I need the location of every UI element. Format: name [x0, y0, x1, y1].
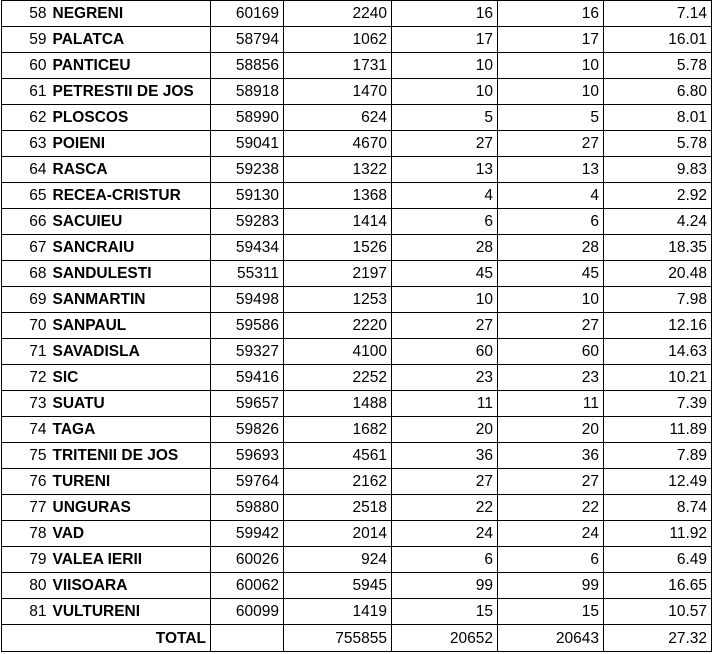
value-col1: 1253 [284, 287, 392, 313]
value-col3: 16 [498, 1, 604, 27]
percentage: 6.80 [604, 79, 712, 105]
table-row [2, 27, 712, 53]
table-row [2, 105, 712, 131]
value-col3: 10 [498, 79, 604, 105]
locality-code: 59586 [211, 313, 284, 339]
value-col3: 17 [498, 27, 604, 53]
value-col2: 10 [392, 79, 498, 105]
value-col1: 1062 [284, 27, 392, 53]
value-col1: 2220 [284, 313, 392, 339]
percentage: 11.89 [604, 417, 712, 443]
locality-name: TURENI [50, 469, 211, 495]
value-col1: 2162 [284, 469, 392, 495]
table-row [2, 131, 712, 157]
value-col2: 13 [392, 157, 498, 183]
value-col3: 11 [498, 391, 604, 417]
value-col3: 13 [498, 157, 604, 183]
table-row [2, 495, 712, 521]
table-body [2, 1, 712, 625]
value-col1: 2197 [284, 261, 392, 287]
locality-name: PALATCA [50, 27, 211, 53]
row-number: 63 [2, 131, 50, 157]
percentage: 18.35 [604, 235, 712, 261]
value-col3: 22 [498, 495, 604, 521]
table-row [2, 443, 712, 469]
locality-code: 59283 [211, 209, 284, 235]
value-col3: 20 [498, 417, 604, 443]
value-col1: 2240 [284, 1, 392, 27]
locality-code: 59416 [211, 365, 284, 391]
row-number: 69 [2, 287, 50, 313]
percentage: 7.14 [604, 1, 712, 27]
row-number: 70 [2, 313, 50, 339]
value-col1: 4561 [284, 443, 392, 469]
percentage: 11.92 [604, 521, 712, 547]
value-col3: 23 [498, 365, 604, 391]
locality-name: SAVADISLA [50, 339, 211, 365]
value-col2: 27 [392, 469, 498, 495]
locality-code: 59434 [211, 235, 284, 261]
value-col1: 1368 [284, 183, 392, 209]
value-col1: 1488 [284, 391, 392, 417]
value-col1: 1322 [284, 157, 392, 183]
locality-name: SUATU [50, 391, 211, 417]
value-col2: 15 [392, 599, 498, 625]
value-col1: 2014 [284, 521, 392, 547]
locality-name: SIC [50, 365, 211, 391]
percentage: 20.48 [604, 261, 712, 287]
locality-code: 59238 [211, 157, 284, 183]
value-col2: 22 [392, 495, 498, 521]
value-col1: 1414 [284, 209, 392, 235]
value-col3: 27 [498, 313, 604, 339]
row-number: 81 [2, 599, 50, 625]
locality-name: RASCA [50, 157, 211, 183]
row-number: 78 [2, 521, 50, 547]
locality-name: VIISOARA [50, 573, 211, 599]
value-col2: 28 [392, 235, 498, 261]
value-col1: 2518 [284, 495, 392, 521]
locality-name: TAGA [50, 417, 211, 443]
row-number: 64 [2, 157, 50, 183]
value-col1: 624 [284, 105, 392, 131]
value-col2: 5 [392, 105, 498, 131]
value-col2: 20 [392, 417, 498, 443]
locality-code: 59942 [211, 521, 284, 547]
row-number: 68 [2, 261, 50, 287]
percentage: 6.49 [604, 547, 712, 573]
value-col3: 28 [498, 235, 604, 261]
value-col2: 16 [392, 1, 498, 27]
value-col1: 2252 [284, 365, 392, 391]
locality-name: SANDULESTI [50, 261, 211, 287]
value-col3: 99 [498, 573, 604, 599]
value-col1: 1682 [284, 417, 392, 443]
percentage: 8.01 [604, 105, 712, 131]
table-row [2, 79, 712, 105]
table-row [2, 339, 712, 365]
total-row [2, 625, 712, 652]
table-row [2, 599, 712, 625]
row-number: 71 [2, 339, 50, 365]
locality-name: SANPAUL [50, 313, 211, 339]
row-number: 80 [2, 573, 50, 599]
percentage: 16.01 [604, 27, 712, 53]
table-row [2, 209, 712, 235]
table-row [2, 287, 712, 313]
value-col1: 1419 [284, 599, 392, 625]
table-row [2, 235, 712, 261]
percentage: 7.89 [604, 443, 712, 469]
value-col3: 27 [498, 131, 604, 157]
value-col2: 23 [392, 365, 498, 391]
locality-code: 59327 [211, 339, 284, 365]
locality-name: NEGRENI [50, 1, 211, 27]
locality-name: VAD [50, 521, 211, 547]
row-number: 77 [2, 495, 50, 521]
row-number: 75 [2, 443, 50, 469]
value-col1: 4670 [284, 131, 392, 157]
table-row [2, 573, 712, 599]
table-row [2, 391, 712, 417]
locality-name: SACUIEU [50, 209, 211, 235]
locality-name: RECEA-CRISTUR [50, 183, 211, 209]
locality-code: 59498 [211, 287, 284, 313]
row-number: 73 [2, 391, 50, 417]
value-col2: 99 [392, 573, 498, 599]
locality-name: VULTURENI [50, 599, 211, 625]
row-number: 72 [2, 365, 50, 391]
table-row [2, 365, 712, 391]
value-col3: 60 [498, 339, 604, 365]
percentage: 16.65 [604, 573, 712, 599]
row-number: 66 [2, 209, 50, 235]
locality-name: SANMARTIN [50, 287, 211, 313]
percentage: 2.92 [604, 183, 712, 209]
locality-name: UNGURAS [50, 495, 211, 521]
value-col2: 17 [392, 27, 498, 53]
row-number: 79 [2, 547, 50, 573]
table-row [2, 417, 712, 443]
table-row [2, 261, 712, 287]
total-col3: 20643 [498, 625, 604, 652]
percentage: 5.78 [604, 53, 712, 79]
value-col3: 15 [498, 599, 604, 625]
value-col1: 924 [284, 547, 392, 573]
value-col2: 11 [392, 391, 498, 417]
value-col2: 36 [392, 443, 498, 469]
value-col2: 6 [392, 209, 498, 235]
row-number: 62 [2, 105, 50, 131]
locality-code: 60062 [211, 573, 284, 599]
value-col1: 5945 [284, 573, 392, 599]
locality-name: PANTICEU [50, 53, 211, 79]
total-code-cell [211, 625, 284, 652]
value-col1: 4100 [284, 339, 392, 365]
value-col3: 5 [498, 105, 604, 131]
row-number: 74 [2, 417, 50, 443]
percentage: 10.57 [604, 599, 712, 625]
value-col3: 24 [498, 521, 604, 547]
locality-name: VALEA IERII [50, 547, 211, 573]
locality-code: 60169 [211, 1, 284, 27]
percentage: 7.98 [604, 287, 712, 313]
value-col3: 36 [498, 443, 604, 469]
value-col2: 6 [392, 547, 498, 573]
row-number: 59 [2, 27, 50, 53]
table-row [2, 157, 712, 183]
percentage: 5.78 [604, 131, 712, 157]
row-number: 58 [2, 1, 50, 27]
table-row [2, 313, 712, 339]
percentage: 14.63 [604, 339, 712, 365]
locality-code: 58990 [211, 105, 284, 131]
table-row [2, 1, 712, 27]
value-col2: 24 [392, 521, 498, 547]
table-row [2, 53, 712, 79]
row-number: 60 [2, 53, 50, 79]
total-pct: 27.32 [604, 625, 712, 652]
value-col3: 6 [498, 547, 604, 573]
value-col2: 4 [392, 183, 498, 209]
locality-code: 59826 [211, 417, 284, 443]
table-row [2, 521, 712, 547]
value-col2: 27 [392, 313, 498, 339]
row-number: 67 [2, 235, 50, 261]
locality-name: PETRESTII DE JOS [50, 79, 211, 105]
row-number: 65 [2, 183, 50, 209]
locality-code: 60026 [211, 547, 284, 573]
locality-code: 59130 [211, 183, 284, 209]
locality-code: 59657 [211, 391, 284, 417]
percentage: 9.83 [604, 157, 712, 183]
value-col3: 10 [498, 287, 604, 313]
row-number: 61 [2, 79, 50, 105]
value-col3: 4 [498, 183, 604, 209]
locality-code: 59041 [211, 131, 284, 157]
locality-code: 59880 [211, 495, 284, 521]
total-label: TOTAL [50, 625, 211, 652]
percentage: 12.16 [604, 313, 712, 339]
value-col3: 45 [498, 261, 604, 287]
total-blank-cell [2, 625, 50, 652]
locality-code: 59764 [211, 469, 284, 495]
data-table [1, 0, 712, 652]
table-row [2, 469, 712, 495]
row-number: 76 [2, 469, 50, 495]
percentage: 4.24 [604, 209, 712, 235]
locality-name: PLOSCOS [50, 105, 211, 131]
percentage: 8.74 [604, 495, 712, 521]
locality-code: 58794 [211, 27, 284, 53]
value-col1: 1731 [284, 53, 392, 79]
percentage: 12.49 [604, 469, 712, 495]
value-col2: 60 [392, 339, 498, 365]
locality-code: 58918 [211, 79, 284, 105]
locality-code: 60099 [211, 599, 284, 625]
locality-name: POIENI [50, 131, 211, 157]
value-col2: 45 [392, 261, 498, 287]
value-col2: 10 [392, 287, 498, 313]
total-col1: 755855 [284, 625, 392, 652]
value-col3: 10 [498, 53, 604, 79]
value-col2: 10 [392, 53, 498, 79]
percentage: 10.21 [604, 365, 712, 391]
locality-code: 59693 [211, 443, 284, 469]
total-col2: 20652 [392, 625, 498, 652]
table-row [2, 183, 712, 209]
value-col1: 1470 [284, 79, 392, 105]
value-col3: 27 [498, 469, 604, 495]
locality-code: 58856 [211, 53, 284, 79]
percentage: 7.39 [604, 391, 712, 417]
locality-code: 55311 [211, 261, 284, 287]
value-col3: 6 [498, 209, 604, 235]
locality-name: TRITENII DE JOS [50, 443, 211, 469]
value-col2: 27 [392, 131, 498, 157]
table-row [2, 547, 712, 573]
value-col1: 1526 [284, 235, 392, 261]
locality-name: SANCRAIU [50, 235, 211, 261]
